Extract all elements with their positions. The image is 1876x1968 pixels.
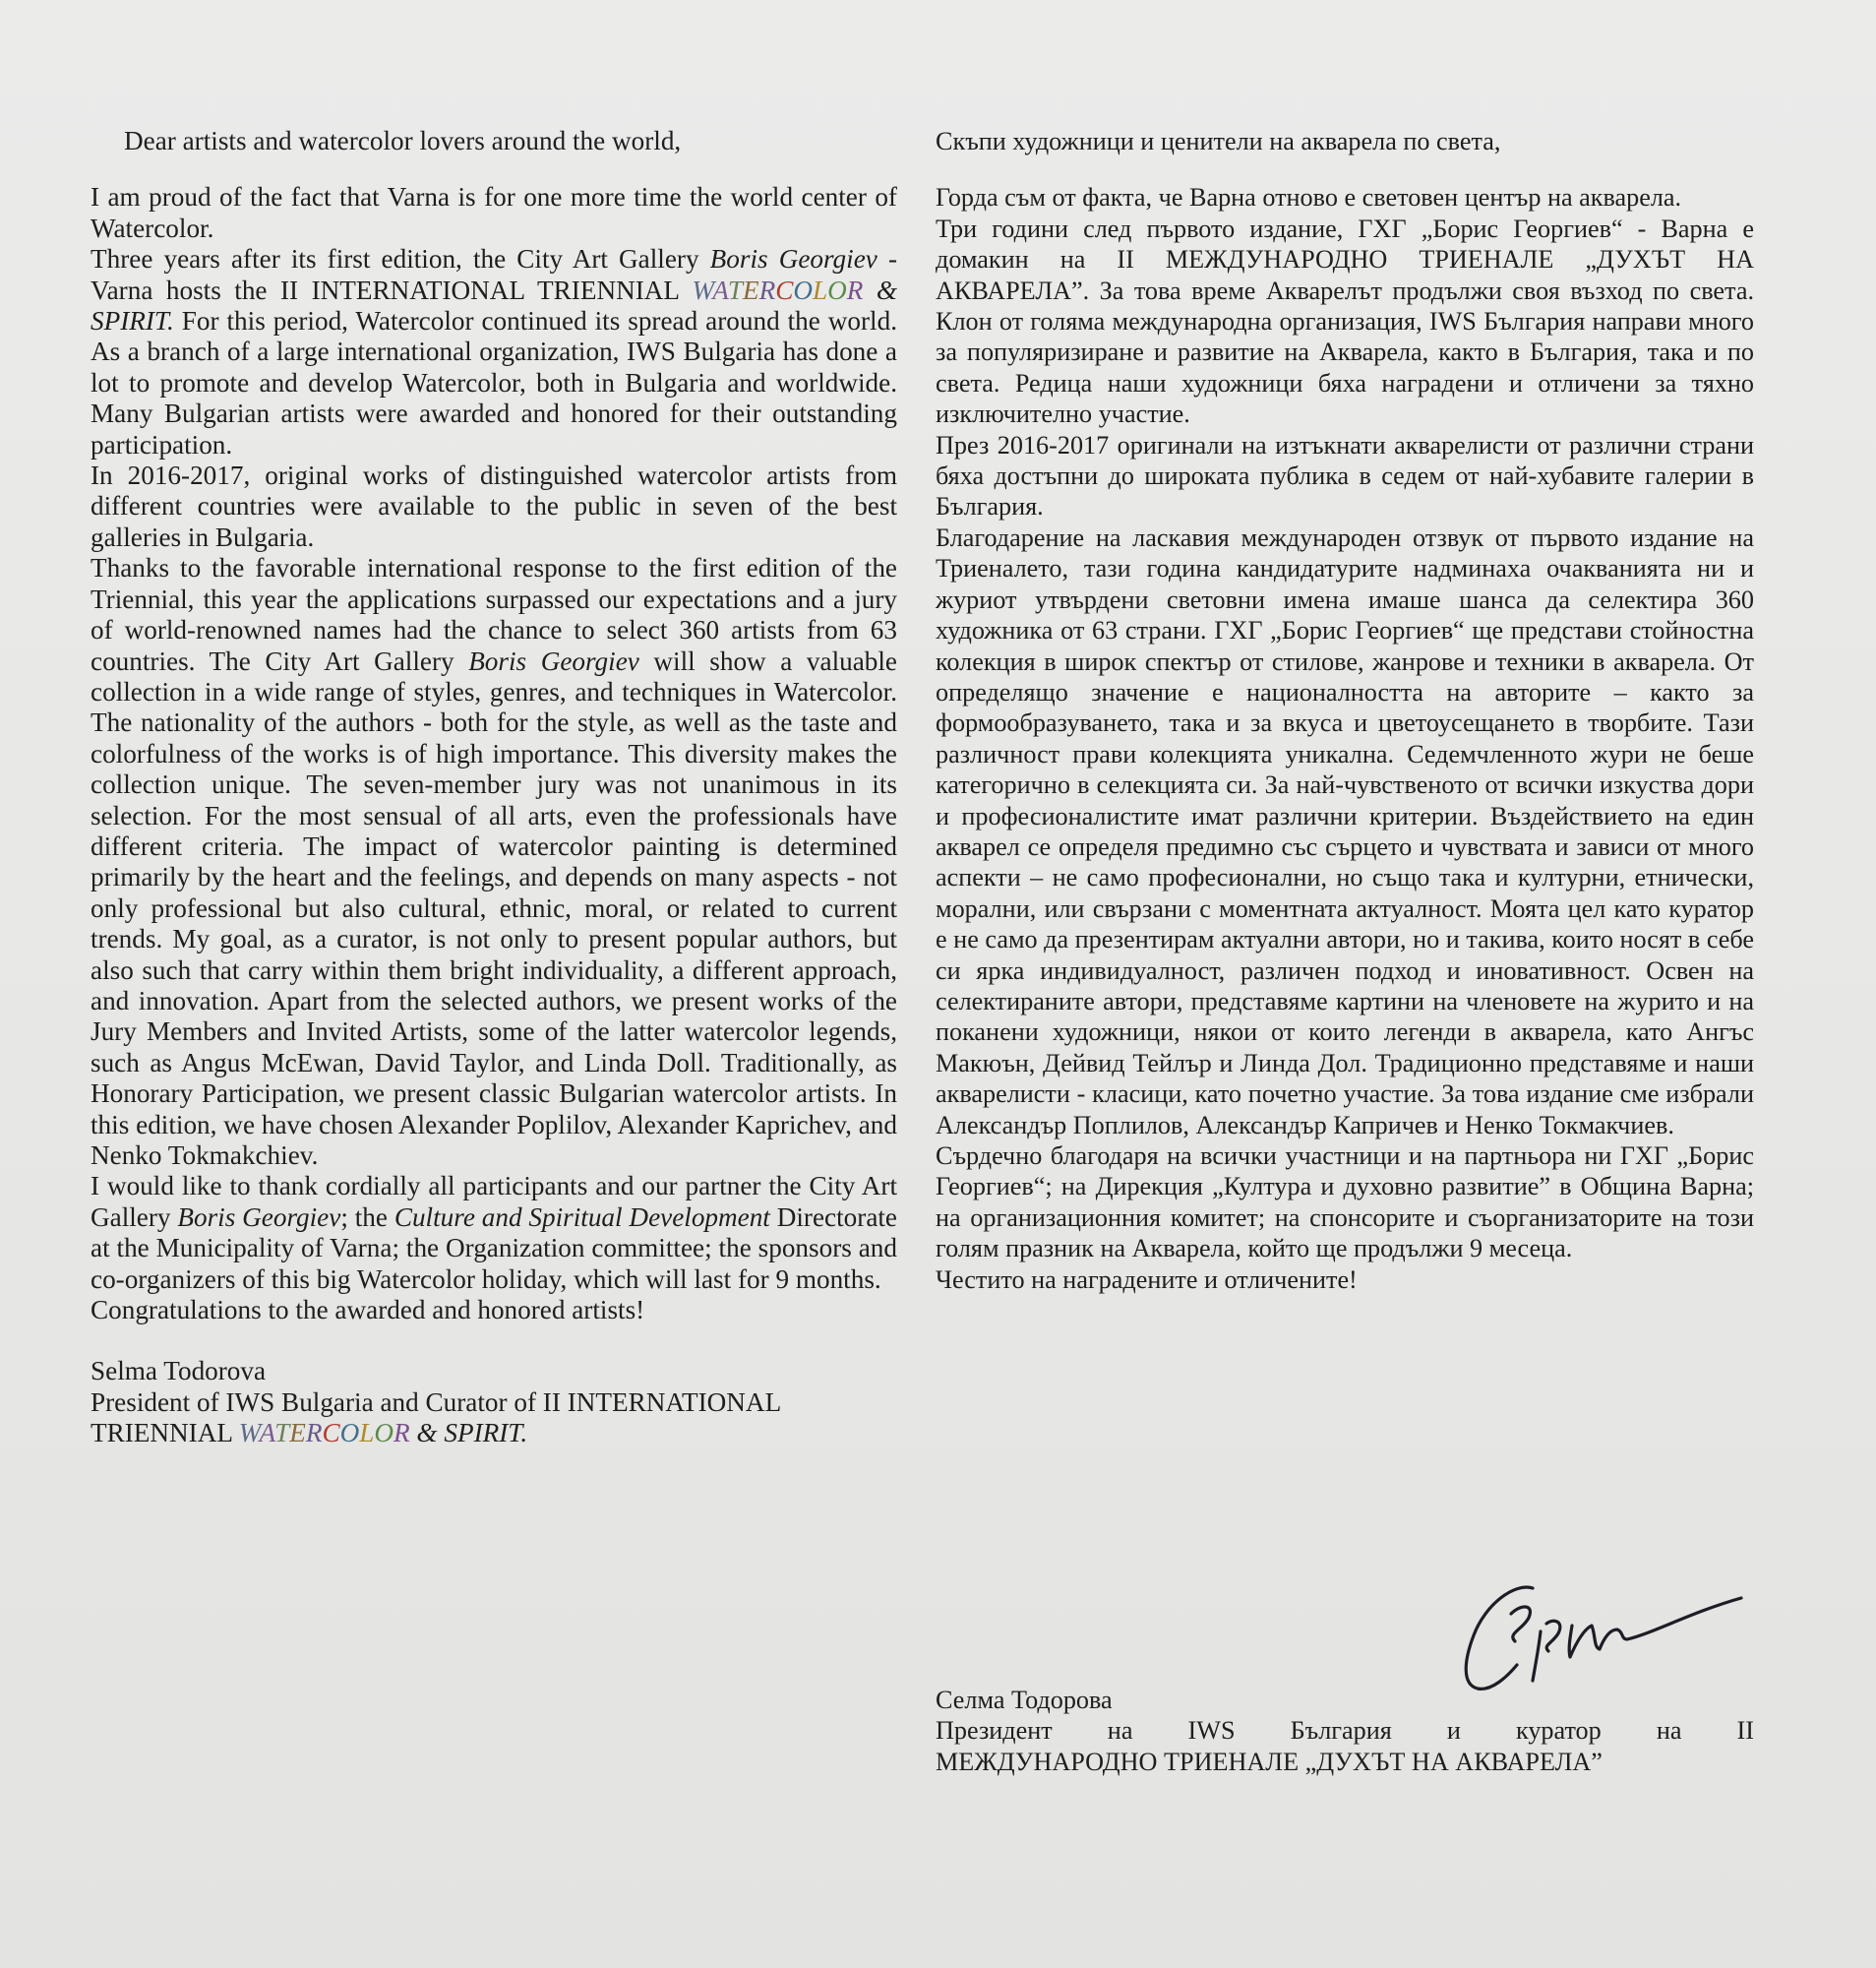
english-signoff-title-text: President of IWS Bulgaria and Curator of II INTERNATIONAL TRIENNIAL: [91, 1386, 781, 1448]
logotype-letter: T: [727, 275, 743, 305]
bulgarian-greeting: Скъпи художници и ценители на акварела по света,: [936, 127, 1501, 155]
bulgarian-signoff-name: Селма Тодорова: [936, 1686, 1113, 1714]
bulgarian-signoff-title-line-1: Президент на IWS България и куратор на II: [936, 1716, 1754, 1746]
bulgarian-paragraph-2: Три години след първото издание, ГХГ „Борис Георгиев“ - Варна е домакин на II МЕЖДУНАРОДНО ТРИЕНАЛЕ „ДУХЪТ НА АКВАРЕЛА”. За това време Акварелът продължи своя възход по света. Клон от голяма международна организация, IWS България направи много за популяризиране и развитие на Акварела, както в България, така и по света. Редица наши художници бяха наградени и отличени за тяхно изключително участие.: [936, 214, 1754, 429]
gallery-name: Boris Georgiev: [468, 646, 639, 676]
logotype-letter: L: [359, 1418, 375, 1448]
logotype-letter: O: [827, 275, 847, 305]
english-p5-text-b: ; the: [340, 1201, 394, 1232]
english-paragraph-4: [91, 553, 897, 1171]
signature-stroke: [1466, 1587, 1741, 1689]
english-p5-text-a: I would like to thank cordially all participants and our partner the City Art Gallery: [91, 1171, 897, 1232]
english-p2-text-a: Three years after its first edition, the City Art Gallery: [91, 244, 710, 275]
logotype-letter: O: [793, 275, 813, 305]
watercolor-logotype: [692, 276, 863, 305]
logotype-letter: R: [393, 1418, 410, 1448]
gallery-name: Boris Georgiev: [177, 1201, 341, 1232]
logotype-letter: O: [339, 1418, 360, 1448]
english-paragraph-6: Congratulations to the awarded and honored artists!: [91, 1295, 645, 1325]
logotype-letter: A: [712, 275, 728, 305]
watercolor-logotype: [239, 1418, 410, 1447]
english-paragraph-2: [91, 244, 897, 461]
bulgarian-paragraph-6: Честито на наградените и отличените!: [936, 1264, 1358, 1294]
english-paragraph-3: In 2016-2017, original works of distinguished watercolor artists from different countries were available to the public in seven of the best galleries in Bulgaria.: [91, 461, 897, 552]
logotype-letter: W: [238, 1418, 260, 1448]
logotype-letter: R: [758, 275, 776, 305]
english-p4-text-a: Thanks to the favorable international response to the first edition of the Triennial, this year the applications surpassed our expectations and a jury of world-renowned names had the chance to select 360 artists from 63 countries. The City Art Gallery: [91, 553, 897, 676]
bulgarian-signoff-title-line-2: МЕЖДУНАРОДНО ТРИЕНАЛЕ „ДУХЪТ НА АКВАРЕЛА”: [936, 1747, 1603, 1776]
english-paragraph-5: [91, 1171, 897, 1295]
logotype-letter: O: [374, 1418, 394, 1448]
english-p4-text-b: will show a valuable collection in a wide range of styles, genres, and techniques in Watercolor. The nationality of the authors - both for the style, as well as the taste and colorfulness of the works is of high importance. This diversity makes the collection unique. The seven-member jury was not unanimous in its selection. For the most sensual of all arts, even the professionals have different criteria. The impact of watercolor painting is determined primarily by the heart and the feelings, and depends on many aspects - not only professional but also cultural, ethnic, moral, or related to current trends. My goal, as a curator, is not only to present popular authors, but also such that carry within them bright individuality, a different approach, and innovation. Apart from the selected authors, we present works of the Jury Members and Invited Artists, some of the latter watercolor legends, such as Angus McEwan, David Taylor, and Linda Doll. Traditionally, as Honorary Participation, we present classic Bulgarian watercolor artists. In this edition, we have chosen Alexander Poplilov, Alexander Kaprichev, and Nenko Tokmakchiev.: [91, 646, 897, 1170]
spacer: [91, 1325, 897, 1356]
bulgarian-paragraph-4: Благодарение на ласкавия международен отзвук от първото издание на Триеналето, тази година кандидатурите надминаха очакванията ни и журиот утвърдени световни имена имаше шанса да селектира 360 художника от 63 страни. ГХГ „Борис Георгиев“ ще представи стойностна колекция в широк спектър от стилове, жанрове и техники в акварела. От определящо значение е националността на авторите – както за формообразуването, така и за вкуса и цветоусещането в творбите. Тази различност прави колекцията уникална. Седемчленното жури не беше категорично в селекцията си. За най-чувственото от всички изкуства дори и професионалистите имат различни критерии. Въздействието на един акварел се определя предимно със сърцето и чувствата и зависи от много аспекти – не само професионални, но също така и културни, етнически, морални, или свързани с моментната актуалност. Моята цел като куратор е не само да презентирам актуални автори, но и такива, които носят в себе си ярка индивидуалност, различен подход и иновативност. Освен на селектираните автори, представяме картини на членовете на журито и на поканени художници, някои от които легенди в акварела, като Ангъс Макюън, Дейвид Тейлър и Линда Дол. Традиционно представяме и наши акварелисти - класици, като почетно участие. За това издание сме избрали Александър Поплилов, Александър Капричев и Ненко Токмакчиев.: [936, 523, 1754, 1139]
bulgarian-paragraph-3: През 2016-2017 оригинали на изтъкнати акварелисти от различни страни бяха достъпни до широката публика в седем от най-хубавите галерии в България.: [936, 430, 1754, 522]
handwritten-signature: [1456, 1574, 1751, 1702]
logotype-letter: A: [259, 1418, 275, 1448]
spirit-word: SPIRIT.: [444, 1418, 528, 1448]
logotype-letter: E: [289, 1418, 306, 1448]
bulgarian-column: [936, 126, 1754, 1295]
english-signoff-name: Selma Todorova: [91, 1356, 267, 1386]
english-column: [91, 126, 897, 1449]
logotype-letter: C: [322, 1418, 340, 1448]
ampersand: &: [409, 1418, 445, 1448]
bulgarian-paragraph-1: Горда съм от факта, че Варна отново е световен център на акварела.: [936, 183, 1682, 213]
logotype-letter: R: [846, 275, 864, 305]
logotype-letter: T: [274, 1418, 290, 1448]
english-greeting: Dear artists and watercolor lovers around the world,: [124, 126, 682, 155]
logotype-letter: E: [742, 275, 759, 305]
directorate-name: Culture and Spiritual Development: [393, 1201, 770, 1232]
logotype-letter: C: [775, 275, 794, 305]
logotype-letter: R: [305, 1418, 323, 1448]
ampersand: &: [863, 275, 897, 305]
bulgarian-signoff: [936, 1685, 1754, 1777]
logotype-letter: W: [692, 275, 713, 305]
gallery-name: Boris Georgiev: [709, 244, 877, 275]
english-p5-text-c: Directorate at the Municipality of Varna; the Organization committee; the sponsors and co-organizers of this big Watercolor holiday, which will last for 9 months.: [91, 1201, 898, 1294]
english-p2-text-b: - Varna hosts the II INTERNATIONAL TRIENNIAL: [91, 244, 897, 305]
logotype-letter: L: [812, 275, 828, 305]
english-p2-text-c: For this period, Watercolor continued its spread around the world. As a branch of a large international organization, IWS Bulgaria has done a lot to promote and develop Watercolor, both in Bulgaria and worldwide. Many Bulgarian artists were awarded and honored for their outstanding participation.: [91, 306, 897, 460]
english-paragraph-1: I am proud of the fact that Varna is for one more time the world center of Watercolor.: [91, 182, 897, 243]
bulgarian-paragraph-5: Сърдечно благодаря на всички участници и на партньора ни ГХГ „Борис Георгиев“; на Дирекция „Култура и духовно развитие” в Община Варна; на организационния комитет; на спонсорите и съорганизаторите на този голям празник на Акварела, който ще продължи 9 месеца.: [936, 1141, 1754, 1263]
english-signoff-title: [91, 1387, 897, 1449]
spirit-word: SPIRIT.: [91, 306, 174, 337]
